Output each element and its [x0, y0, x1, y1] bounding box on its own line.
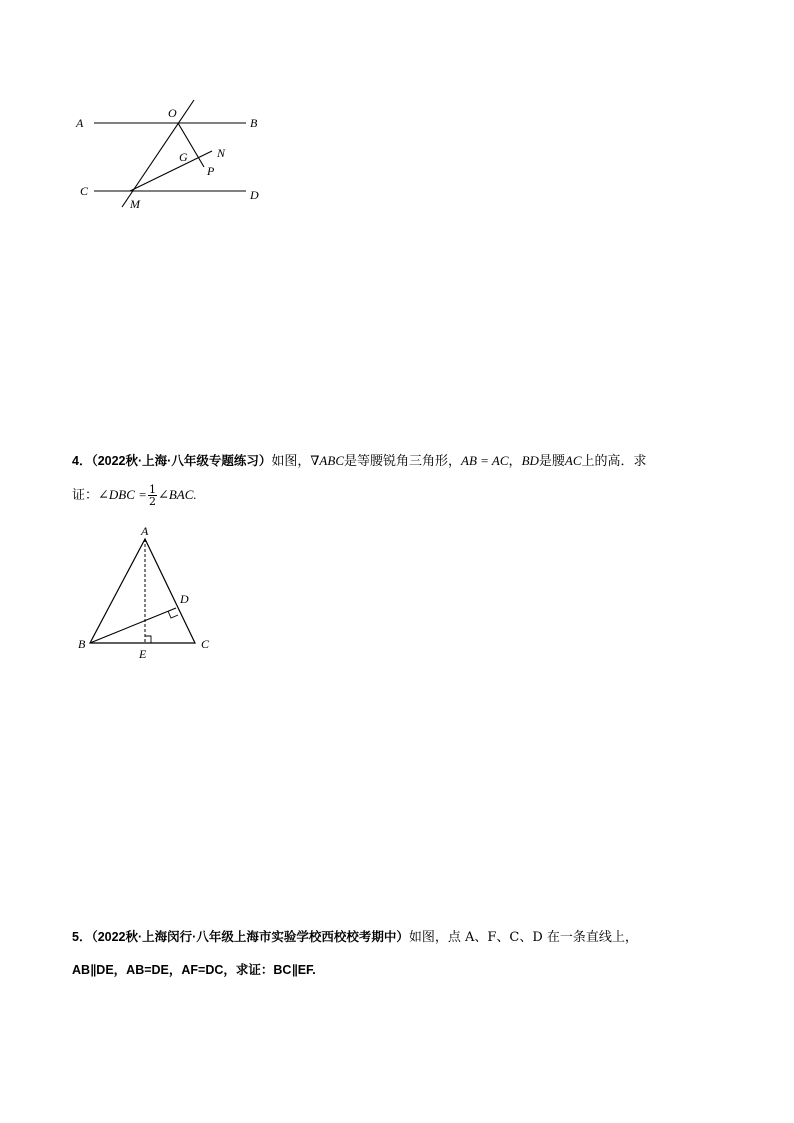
right-angle-d — [168, 611, 178, 618]
label-c: C — [201, 637, 210, 651]
figure-isosceles-triangle — [70, 525, 230, 665]
question-5-line2: AB∥DE，AB=DE，AF=DC，求证：BC∥EF. — [72, 963, 316, 977]
question-5-text-a: 如图，点 A、F、C、D 在一条直线上， — [408, 930, 638, 945]
label-a: A — [76, 116, 84, 130]
line-mn — [130, 151, 212, 191]
question-4-line-1 — [72, 451, 647, 472]
altitude-bd — [90, 608, 176, 643]
figure-parallel-lines — [70, 95, 280, 220]
question-4-line2-prefix: 证： — [72, 488, 99, 503]
question-5-line-2 — [72, 960, 316, 980]
question-4-bd: BD — [521, 453, 539, 468]
question-5-line-1 — [72, 927, 638, 948]
question-5-number: 5． — [72, 930, 92, 944]
label-n: N — [217, 146, 226, 160]
fraction-numerator: 1 — [148, 483, 156, 496]
question-4-text-c: 是腰 — [538, 454, 565, 469]
question-4-text-b: 是等腰锐角三角形， — [344, 454, 462, 469]
right-angle-e — [145, 636, 151, 643]
question-4-angle-left: ∠DBC = — [98, 487, 147, 502]
question-4-text-a: 如图， — [271, 454, 311, 469]
label-g: G — [179, 150, 188, 164]
label-o: O — [168, 106, 177, 120]
fraction-one-half — [148, 484, 157, 507]
question-4-source: （2022秋·上海·八年级专题练习） — [91, 454, 272, 468]
question-4-eq1: AB = AC — [461, 453, 509, 468]
question-4-text-d: 上的高．求 — [581, 454, 647, 469]
label-c: C — [80, 184, 89, 198]
question-5-source: （2022秋·上海闵行·八年级上海市实验学校西校校考期中） — [91, 930, 409, 944]
label-m: M — [130, 197, 140, 211]
label-a: A — [141, 525, 149, 538]
question-4-angle-right: ∠BAC. — [157, 487, 197, 502]
label-p: P — [207, 164, 215, 178]
label-b: B — [78, 637, 86, 651]
question-4-line-2 — [72, 484, 197, 507]
question-4-triangle: ∇ABC — [310, 453, 344, 468]
question-4-comma: ， — [508, 454, 522, 469]
label-d: D — [250, 188, 259, 202]
label-e: E — [139, 647, 147, 661]
question-4-ac: AC — [564, 453, 582, 468]
label-b: B — [250, 116, 258, 130]
triangle-abc — [90, 539, 195, 643]
fraction-denominator: 2 — [148, 495, 156, 508]
question-4-number: 4． — [72, 454, 92, 468]
label-d: D — [180, 592, 189, 606]
